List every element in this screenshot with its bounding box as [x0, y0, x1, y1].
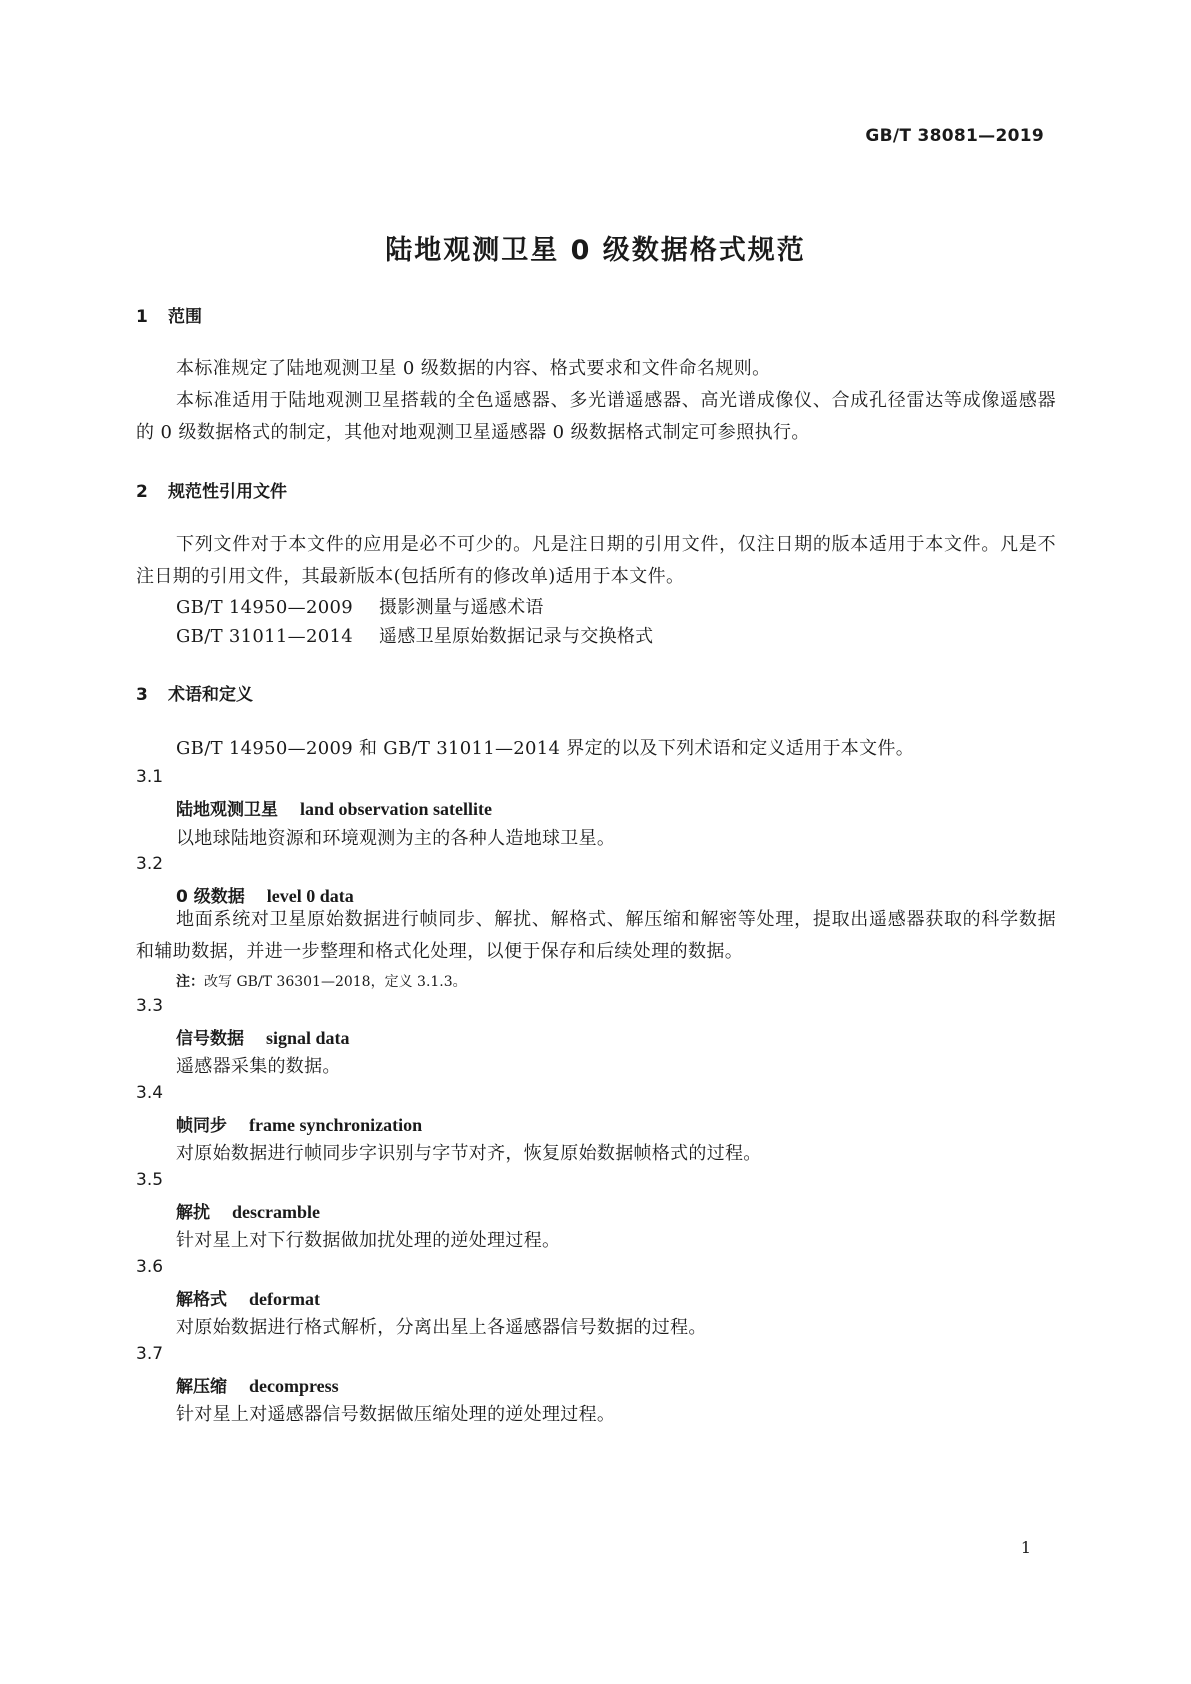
term-definition: 针对星上对遥感器信号数据做压缩处理的逆处理过程。	[176, 1404, 616, 1425]
term-heading	[176, 1372, 339, 1397]
terms-intro: GB/T 14950—2009 和 GB/T 31011—2014 界定的以及下列术语和定义适用于本文件。	[176, 738, 914, 759]
term-number: 3.1	[136, 767, 164, 787]
standard-code: GB/T 38081—2019	[865, 126, 1044, 146]
term-number: 3.2	[136, 854, 164, 874]
term-zh: 解扰	[176, 1203, 210, 1223]
reference-item	[176, 622, 653, 648]
term-number: 3.5	[136, 1170, 164, 1190]
section-number: 2	[136, 482, 148, 502]
term-definition: 遥感器采集的数据。	[176, 1056, 341, 1077]
section-title: 术语和定义	[168, 685, 253, 705]
term-heading	[176, 795, 492, 820]
term-note	[176, 971, 467, 991]
term-en: signal data	[266, 1028, 350, 1048]
reference-title: 摄影测量与遥感术语	[378, 597, 544, 618]
section-title: 范围	[168, 307, 202, 327]
reference-code: GB/T 31011—2014	[176, 626, 353, 647]
term-zh: 0 级数据	[176, 887, 245, 907]
term-zh: 帧同步	[176, 1116, 227, 1136]
term-zh: 陆地观测卫星	[176, 800, 278, 820]
term-definition: 对原始数据进行格式解析，分离出星上各遥感器信号数据的过程。	[176, 1317, 707, 1338]
note-label: 注：	[176, 974, 204, 990]
section-title: 规范性引用文件	[168, 482, 287, 502]
term-heading	[176, 1198, 320, 1223]
references-intro: 下列文件对于本文件的应用是必不可少的。凡是注日期的引用文件，仅注日期的版本适用于本文件。凡是不注日期的引用文件，其最新版本(包括所有的修改单)适用于本文件。	[136, 534, 1056, 587]
section-number: 1	[136, 307, 148, 327]
term-en: level 0 data	[266, 886, 354, 906]
section-1-heading	[136, 302, 202, 327]
section-3-heading	[136, 680, 253, 705]
note-text: 改写 GB/T 36301—2018，定义 3.1.3。	[204, 974, 467, 990]
term-en: descramble	[232, 1202, 320, 1222]
section-2-heading	[136, 477, 287, 502]
page-number: 1	[1020, 1538, 1031, 1557]
term-heading	[176, 1285, 320, 1310]
reference-title: 遥感卫星原始数据记录与交换格式	[378, 626, 654, 647]
scope-paragraph-1: 本标准规定了陆地观测卫星 0 级数据的内容、格式要求和文件命名规则。	[176, 358, 771, 379]
term-number: 3.4	[136, 1083, 164, 1103]
term-number: 3.3	[136, 996, 164, 1016]
term-zh: 解压缩	[176, 1377, 227, 1397]
reference-code: GB/T 14950—2009	[176, 597, 353, 618]
page-title: 陆地观测卫星 0 级数据格式规范	[385, 235, 806, 266]
term-heading	[176, 1111, 422, 1136]
term-heading	[176, 1024, 350, 1049]
scope-paragraph-2: 本标准适用于陆地观测卫星搭载的全色遥感器、多光谱遥感器、高光谱成像仪、合成孔径雷达等成像遥感器的 0 级数据格式的制定，其他对地观测卫星遥感器 0 级数据格式制定可参照执行。	[136, 390, 1056, 443]
term-number: 3.6	[136, 1257, 164, 1277]
term-definition: 针对星上对下行数据做加扰处理的逆处理过程。	[176, 1230, 561, 1251]
term-en: land observation satellite	[300, 799, 492, 819]
section-number: 3	[136, 685, 148, 705]
term-en: decompress	[249, 1376, 339, 1396]
term-en: frame synchronization	[249, 1115, 423, 1135]
term-definition: 以地球陆地资源和环境观测为主的各种人造地球卫星。	[176, 828, 616, 849]
term-definition: 对原始数据进行帧同步字识别与字节对齐，恢复原始数据帧格式的过程。	[176, 1143, 762, 1164]
term-zh: 解格式	[176, 1290, 227, 1310]
term-definition: 地面系统对卫星原始数据进行帧同步、解扰、解格式、解压缩和解密等处理，提取出遥感器获取的科学数据和辅助数据，并进一步整理和格式化处理，以便于保存和后续处理的数据。	[136, 909, 1056, 962]
term-number: 3.7	[136, 1344, 164, 1364]
term-zh: 信号数据	[176, 1029, 244, 1049]
reference-item	[176, 593, 544, 619]
term-en: deformat	[249, 1289, 320, 1309]
